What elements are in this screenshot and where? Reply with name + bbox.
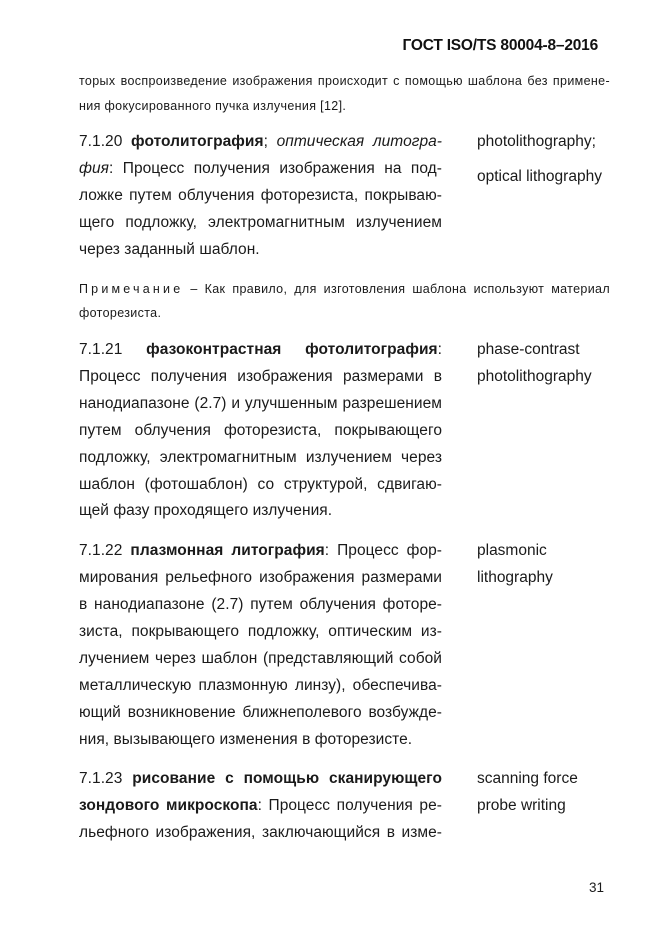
entry-number: 7.1.23 xyxy=(79,770,123,787)
entry-7-1-22-line-5: лучением через шаблон (представляющий собой xyxy=(79,650,442,667)
entry-7-1-21-english-2: photolithography xyxy=(477,368,592,385)
term-line-1: рисование с помощью сканирующего xyxy=(132,770,442,787)
entry-7-1-20-english-2: optical lithography xyxy=(477,168,602,185)
definition-start: : Процесс фор- xyxy=(324,542,443,559)
term-part-1: фазоконтрастная xyxy=(146,341,282,358)
intro-line-2: ния фокусированного пучка излучения [12]. xyxy=(79,99,347,113)
entry-7-1-21-line-7: щей фазу проходящего излучения. xyxy=(79,502,333,519)
entry-7-1-21-line-4: путем облучения фоторезиста, покрывающего xyxy=(79,422,442,439)
entry-7-1-21-line-1 xyxy=(79,341,442,359)
entry-number: 7.1.20 xyxy=(79,133,123,150)
term-part-2: фотолитография xyxy=(305,341,438,358)
separator: ; xyxy=(263,133,268,150)
term: фотолитография xyxy=(131,133,264,150)
synonym-end: фия xyxy=(79,160,109,177)
entry-7-1-22-line-4: зиста, покрывающего подложку, оптическим из- xyxy=(79,623,442,640)
entry-7-1-22-line-1 xyxy=(79,542,442,560)
entry-7-1-20-line-2 xyxy=(79,160,442,178)
entry-7-1-20-english-1: photolithography; xyxy=(477,133,596,150)
document-header: ГОСТ ISO/TS 80004-8–2016 xyxy=(402,37,598,54)
entry-number: 7.1.22 xyxy=(79,542,123,559)
entry-7-1-23-english-2: probe writing xyxy=(477,797,566,814)
entry-7-1-22-line-2: мирования рельефного изображения размерами xyxy=(79,569,442,586)
term: плазмонная литография xyxy=(130,542,325,559)
entry-7-1-23-line-3: льефного изображения, заключающийся в изме- xyxy=(79,824,442,841)
entry-7-1-21-line-2: Процесс получения изображения размерами в xyxy=(79,368,442,385)
definition-start: : Процесс получения изображения на под- xyxy=(109,160,442,177)
entry-7-1-22-english-2: lithography xyxy=(477,569,553,586)
note-line-2: фоторезиста. xyxy=(79,306,162,320)
note-text: – Как правило, для изготовления шаблона используют материал xyxy=(183,282,610,296)
entry-7-1-22-english-1: plasmonic xyxy=(477,542,547,559)
entry-7-1-23-english-1: scanning force xyxy=(477,770,578,787)
entry-7-1-20-line-3: ложке путем облучения фоторезиста, покрываю- xyxy=(79,187,442,204)
entry-7-1-21-line-6: шаблон (фотошаблон) со структурой, сдвигаю- xyxy=(79,476,442,493)
entry-7-1-22-line-6: металлическую плазмонную линзу), обеспечива- xyxy=(79,677,442,694)
synonym: оптическая литогра- xyxy=(276,133,442,150)
note-label: Примечание xyxy=(79,282,184,296)
entry-7-1-22-line-3: в нанодиапазоне (2.7) путем облучения фоторе- xyxy=(79,596,442,613)
colon: : xyxy=(437,341,443,358)
entry-7-1-21-line-5: подложку, электромагнитным излучением через xyxy=(79,449,442,466)
entry-7-1-22-line-8: ния, вызывающего изменения в фоторезисте. xyxy=(79,731,413,748)
term-line-2: зондового микроскопа xyxy=(79,797,258,814)
entry-number: 7.1.21 xyxy=(79,341,123,358)
intro-line-1: торых воспроизведение изображения происходит с помощью шаблона без примене- xyxy=(79,74,610,88)
entry-7-1-21-english-1: phase-contrast xyxy=(477,341,580,358)
entry-7-1-21-line-3: нанодиапазоне (2.7) и улучшенным разрешением xyxy=(79,395,442,412)
note-line-1 xyxy=(79,282,610,296)
entry-7-1-20-line-5: через заданный шаблон. xyxy=(79,241,260,258)
page-number: 31 xyxy=(588,880,604,895)
entry-7-1-20-line-1 xyxy=(79,133,442,151)
entry-7-1-23-line-2 xyxy=(79,797,442,815)
entry-7-1-23-line-1 xyxy=(79,770,442,788)
definition-start: : Процесс получения ре- xyxy=(257,797,442,814)
entry-7-1-22-line-7: ющий возникновение ближнеполевого возбужде- xyxy=(79,704,442,721)
entry-7-1-20-line-4: щего подложку, электромагнитным излучением xyxy=(79,214,442,231)
